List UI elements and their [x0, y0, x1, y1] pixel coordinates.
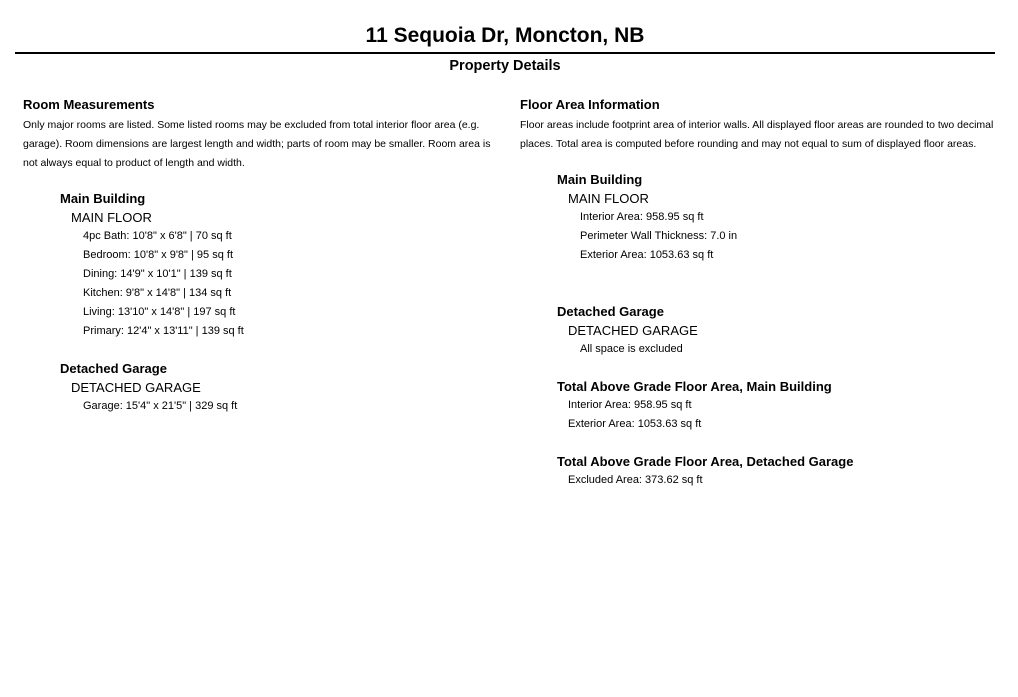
rooms-detached-garage [60, 359, 503, 416]
total-detached-garage [557, 452, 1000, 490]
area-line: Interior Area: 958.95 sq ft [568, 399, 692, 411]
total-main-building [557, 377, 1000, 434]
floor-label: DETACHED GARAGE [71, 380, 201, 395]
floor-label: DETACHED GARAGE [568, 323, 698, 338]
room-item: Bedroom: 10'8" x 9'8" | 95 sq ft [83, 249, 234, 261]
area-line: Perimeter Wall Thickness: 7.0 in [580, 230, 738, 242]
page-subtitle: Property Details [449, 58, 561, 74]
total-title: Total Above Grade Floor Area, Detached Garage [557, 454, 854, 469]
building-title: Main Building [60, 191, 146, 206]
room-item: 4pc Bath: 10'8" x 6'8" | 70 sq ft [83, 230, 232, 242]
floor-area-title: Floor Area Information [520, 97, 660, 112]
floor-area-section [520, 96, 1000, 490]
room-measurements-section [23, 96, 503, 416]
room-item: Kitchen: 9'8" x 14'8" | 134 sq ft [83, 287, 232, 299]
room-item: Garage: 15'4" x 21'5" | 329 sq ft [83, 400, 238, 412]
room-item: Primary: 12'4" x 13'11" | 139 sq ft [83, 325, 244, 337]
area-line: Exterior Area: 1053.63 sq ft [568, 418, 702, 430]
room-measurements-description: Only major rooms are listed. Some listed rooms may be excluded from total interior floor area (e.g. garage). Room dimensions are largest length and width; parts of room may be smaller. Room area is not always equal to product of length and width. [23, 119, 491, 169]
room-measurements-title: Room Measurements [23, 97, 155, 112]
area-line: Excluded Area: 373.62 sq ft [568, 474, 703, 486]
total-title: Total Above Grade Floor Area, Main Building [557, 379, 832, 394]
page-title: 11 Sequoia Dr, Moncton, NB [365, 24, 645, 47]
floor-label: MAIN FLOOR [568, 191, 649, 206]
area-main-building [557, 170, 1000, 265]
title-divider [15, 52, 995, 54]
building-title: Main Building [557, 172, 643, 187]
floor-area-description: Floor areas include footprint area of interior walls. All displayed floor areas are rounded to two decimal places. Total area is computed before rounding and may not equal to sum of displayed floor areas. [520, 119, 994, 150]
room-item: Living: 13'10" x 14'8" | 197 sq ft [83, 306, 236, 318]
area-line: Interior Area: 958.95 sq ft [580, 211, 704, 223]
floor-label: MAIN FLOOR [71, 210, 152, 225]
rooms-main-building [60, 189, 503, 341]
area-line: Exterior Area: 1053.63 sq ft [580, 249, 714, 261]
building-title: Detached Garage [60, 361, 167, 376]
area-line: All space is excluded [580, 343, 683, 355]
area-detached-garage [557, 302, 1000, 359]
room-item: Dining: 14'9" x 10'1" | 139 sq ft [83, 268, 232, 280]
building-title: Detached Garage [557, 304, 664, 319]
